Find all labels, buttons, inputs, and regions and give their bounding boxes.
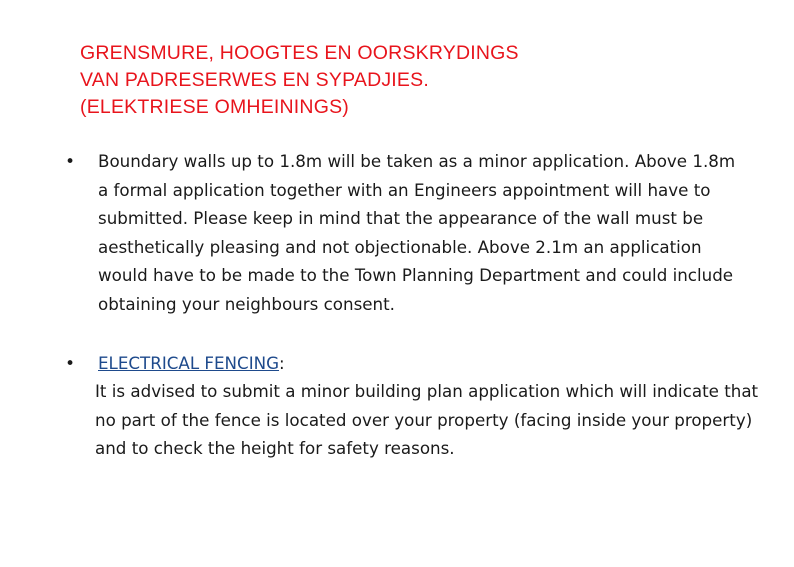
bullet-marker: • <box>65 151 75 171</box>
bullet-marker: • <box>65 352 75 373</box>
boundary-walls-text: Boundary walls up to 1.8m will be taken as a minor application. Above 1.8m a formal application together with an Engineers appointment will have to submitted. Please keep in mind that the appearance of the wall must be aesthetically pleasing and not objectionable. Above 2.1m an application would have to be made to the Town Planning Department and could include obtaining your neighbours consent. <box>98 151 736 314</box>
electrical-fencing-heading: ELECTRICAL FENCING <box>98 352 280 373</box>
bullet-electrical-fencing <box>60 349 778 463</box>
title-line-1: GRENSMURE, HOOGTES EN OORSKRYDINGS <box>80 42 519 64</box>
electrical-fencing-text: It is advised to submit a minor building plan application which will indicate that no part of the fence is located over your property (facing inside your property) and to check the height for safety reasons. <box>95 381 759 459</box>
title-line-3: (ELEKTRIESE OMHEININGS) <box>80 96 349 118</box>
title-line-2: VAN PADRESERWES EN SYPADJIES. <box>80 69 429 91</box>
bullet-list <box>60 147 760 463</box>
page-title <box>80 40 720 121</box>
heading-colon: : <box>279 352 285 373</box>
bullet-boundary-walls <box>60 147 738 319</box>
electrical-fencing-heading-wrap <box>98 353 285 373</box>
